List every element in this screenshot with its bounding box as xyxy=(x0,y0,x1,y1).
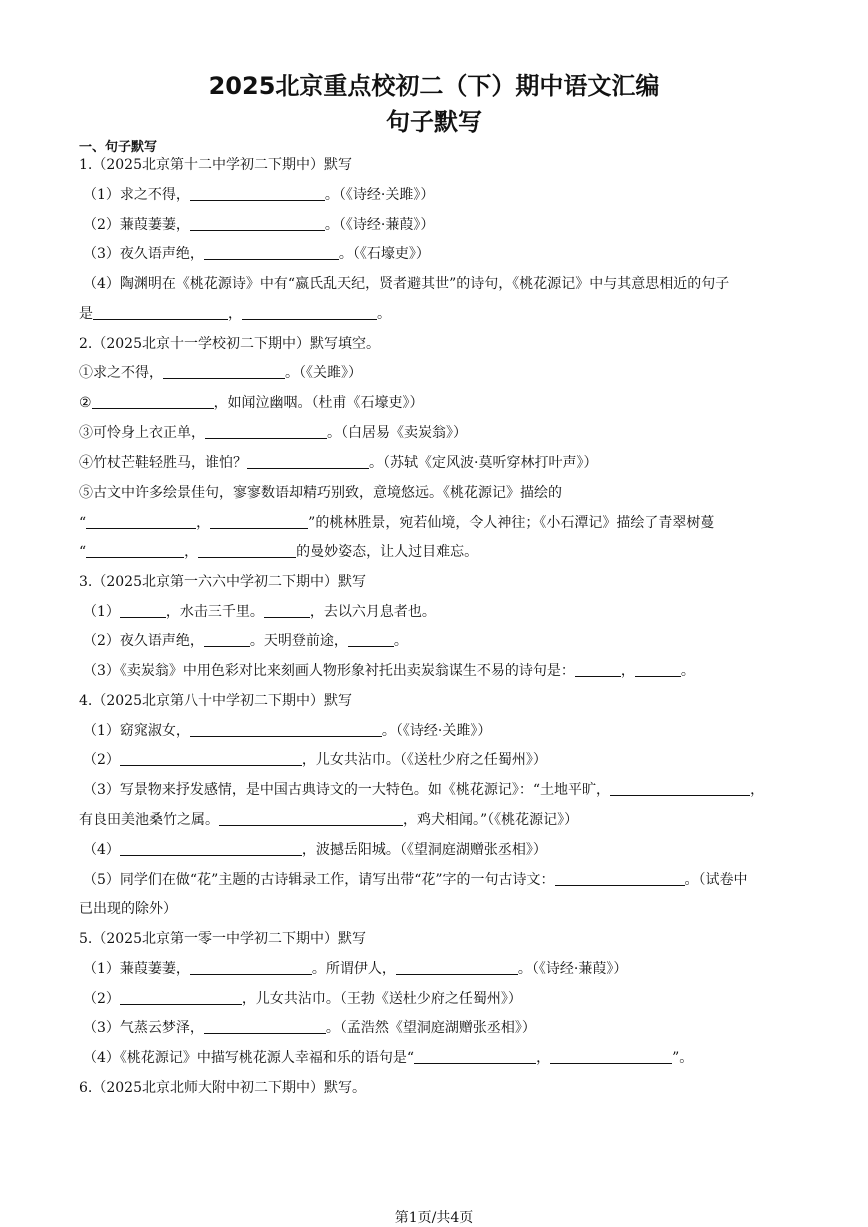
blank xyxy=(204,632,250,647)
q4-item-3-cont: 有良田美池桑竹之属。 ，鸡犬相闻。”（《桃花源记》） xyxy=(79,812,579,828)
page-footer: 第1页/共4页 xyxy=(394,1210,474,1226)
section-heading: 一、句子默写 xyxy=(79,140,158,155)
q4-item-2: （2） ，儿女共沾巾。（《送杜少府之任蜀州》） xyxy=(83,752,547,768)
q1-item-3: （3）夜久语声绝， 。（《石壕吏》） xyxy=(83,246,430,262)
question-6-head: 6.（2025北京北师大附中初二下期中）默写。 xyxy=(79,1080,366,1096)
blank xyxy=(210,514,308,529)
q4-item-4: （4） ，波撼岳阳城。（《望洞庭湖赠张丞相》） xyxy=(83,842,547,858)
blank xyxy=(550,1049,672,1064)
blank xyxy=(86,514,196,529)
blank xyxy=(163,364,285,379)
blank xyxy=(242,305,377,320)
blank xyxy=(348,632,394,647)
blank xyxy=(190,722,382,737)
q2-item-1: ①求之不得， 。（《关雎》） xyxy=(79,365,362,381)
blank xyxy=(120,841,302,856)
blank xyxy=(198,543,296,558)
blank xyxy=(190,186,325,201)
q4-item-5: （5）同学们在做“花”主题的古诗辑录工作，请写出带“花”字的一句古诗文： 。（试卷中 xyxy=(83,872,748,888)
blank xyxy=(190,216,325,231)
q5-item-3: （3）气蒸云梦泽， 。（孟浩然《望洞庭湖赠张丞相》） xyxy=(83,1020,536,1036)
q2-item-2: ② ，如闻泣幽咽。（杜甫《石壕吏》） xyxy=(79,395,424,411)
blank xyxy=(575,662,621,677)
q1-item-2: （2）蒹葭萋萋， 。（《诗经·蒹葭》） xyxy=(83,217,435,233)
question-5-head: 5.（2025北京第一零一中学初二下期中）默写 xyxy=(79,931,366,947)
q5-item-2: （2） ，儿女共沾巾。（王勃《送杜少府之任蜀州》） xyxy=(83,991,522,1007)
question-3-head: 3.（2025北京第一六六中学初二下期中）默写 xyxy=(79,574,366,590)
q4-item-1: （1）窈窕淑女， 。（《诗经·关雎》） xyxy=(83,723,492,739)
blank xyxy=(635,662,681,677)
question-1-head: 1.（2025北京第十二中学初二下期中）默写 xyxy=(79,157,352,173)
blank xyxy=(86,543,184,558)
q1-item-4-cont: 是 ， 。 xyxy=(79,306,391,322)
blank xyxy=(264,603,310,618)
blank xyxy=(120,990,242,1005)
q3-item-2: （2）夜久语声绝， 。天明登前途， 。 xyxy=(83,633,408,649)
q2-item-4: ④竹杖芒鞋轻胜马，谁怕？ 。（苏轼《定风波·莫听穿林打叶声》） xyxy=(79,455,598,471)
q2-item-5: ⑤古文中许多绘景佳句，寥寥数语却精巧别致，意境悠远。《桃花源记》描绘的 xyxy=(79,485,562,501)
q2-item-5-cont2: “ ， 的曼妙姿态，让人过目难忘。 xyxy=(79,544,479,560)
page-title: 2025北京重点校初二（下）期中语文汇编 xyxy=(208,72,660,100)
blank xyxy=(190,960,312,975)
q5-item-4: （4）《桃花源记》中描写桃花源人幸福和乐的语句是“ ， ”。 xyxy=(83,1050,694,1066)
blank xyxy=(610,781,750,796)
blank xyxy=(93,305,228,320)
q2-item-5-cont: “ ， ”的桃林胜景，宛若仙境，令人神往；《小石潭记》描绘了青翠树蔓 xyxy=(79,515,715,531)
blank xyxy=(555,871,685,886)
blank xyxy=(396,960,518,975)
blank xyxy=(204,1019,326,1034)
blank xyxy=(204,245,339,260)
question-2-head: 2.（2025北京十一学校初二下期中）默写填空。 xyxy=(79,336,380,352)
q4-item-5-cont: 已出现的除外） xyxy=(79,901,177,917)
blank xyxy=(205,424,327,439)
q1-item-4: （4）陶渊明在《桃花源诗》中有“嬴氏乱天纪，贤者避其世”的诗句，《桃花源记》中与其意思相近的句子 xyxy=(83,276,730,292)
blank xyxy=(247,454,369,469)
page-subtitle: 句子默写 xyxy=(386,108,482,136)
blank xyxy=(219,811,403,826)
q3-item-3: （3）《卖炭翁》中用色彩对比来刻画人物形象衬托出卖炭翁谋生不易的诗句是： ， 。 xyxy=(83,663,695,679)
blank xyxy=(92,394,214,409)
q3-item-1: （1） ，水击三千里。 ，去以六月息者也。 xyxy=(83,604,436,620)
q1-item-1: （1）求之不得， 。（《诗经·关雎》） xyxy=(83,187,435,203)
blank xyxy=(120,751,302,766)
question-4-head: 4.（2025北京第八十中学初二下期中）默写 xyxy=(79,693,352,709)
blank xyxy=(414,1049,536,1064)
blank xyxy=(120,603,166,618)
q4-item-3: （3）写景物来抒发感情，是中国古典诗文的一大特色。如《桃花源记》：“土地平旷， ， xyxy=(83,782,765,798)
q5-item-1: （1）蒹葭萋萋， 。所谓伊人， 。（《诗经·蒹葭》） xyxy=(83,961,628,977)
q2-item-3: ③可怜身上衣正单， 。（白居易《卖炭翁》） xyxy=(79,425,467,441)
